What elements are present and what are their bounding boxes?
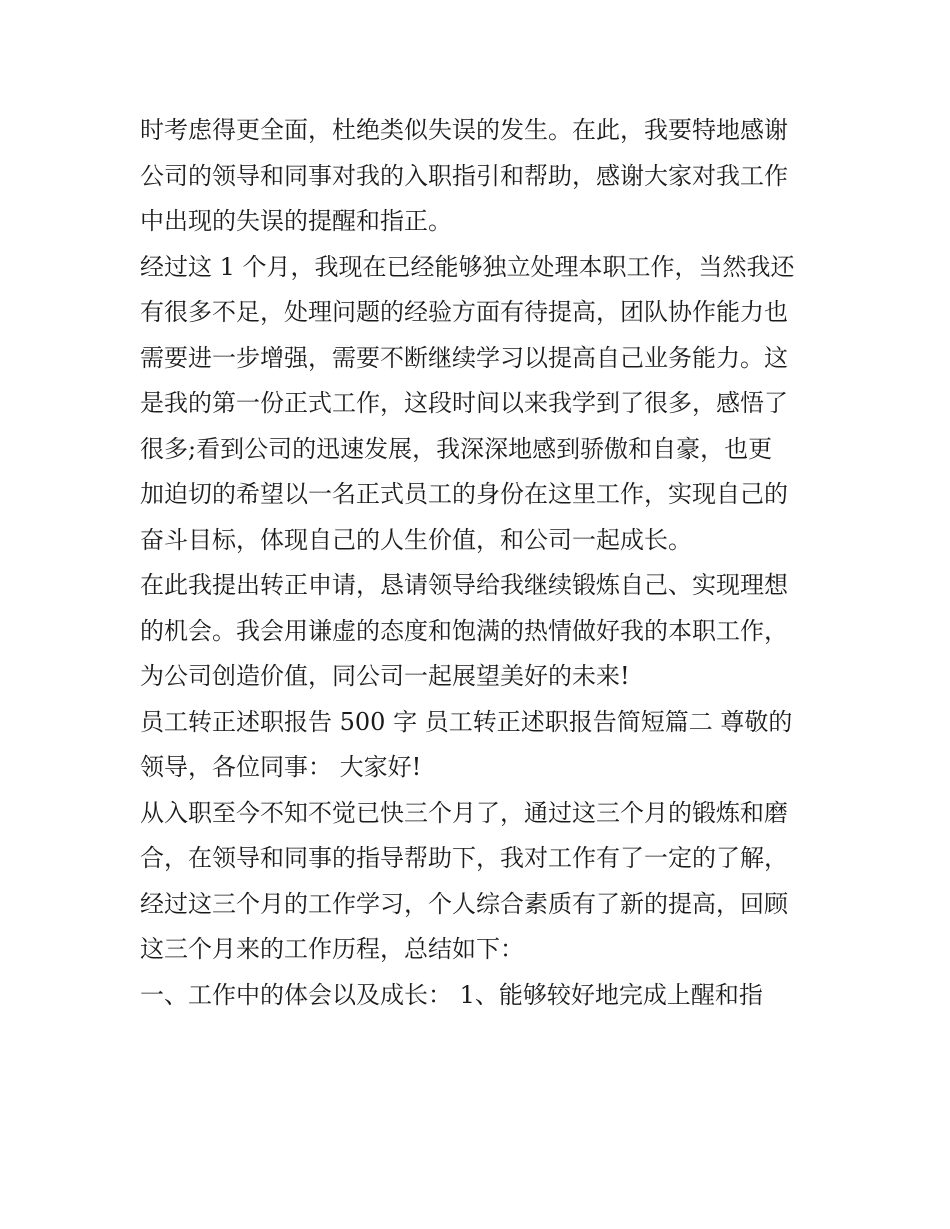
- text-line: 是我的第一份正式工作，这段时间以来我学到了很多，感悟了: [140, 389, 788, 417]
- text-line: 的机会。我会用谦虚的态度和饱满的热情做好我的本职工作，: [140, 616, 788, 645]
- text-line: 需要进一步增强，需要不断继续学习以提高自己业务能力。这: [140, 343, 788, 372]
- text-line: 经过这三个月的工作学习，个人综合素质有了新的提高，回顾: [140, 889, 788, 918]
- text-line: 在此我提出转正申请，恳请领导给我继续锻炼自己、实现理想: [140, 571, 788, 599]
- text-line: 从入职至今不知不觉已快三个月了，通过这三个月的锻炼和磨: [140, 798, 788, 827]
- text-line: 经过这 1 个月，我现在已经能够独立处理本职工作，当然我还: [140, 252, 795, 281]
- text-line: 一、工作中的体会以及成长： 1、能够较好地完成上醒和指: [140, 980, 763, 1009]
- text-line: 奋斗目标，体现自己的人生价值，和公司一起成长。: [140, 525, 692, 554]
- text-line: 加迫切的希望以一名正式员工的身份在这里工作，实现自己的: [140, 480, 788, 508]
- text-line: 为公司创造价值，同公司一起展望美好的未来!: [140, 662, 630, 690]
- document-body: [140, 108, 820, 1018]
- text-line: 很多;看到公司的迅速发展，我深深地感到骄傲和自豪，也更: [140, 434, 773, 463]
- text-line: 中出现的失误的提醒和指正。: [140, 207, 452, 235]
- text-line: 有很多不足，处理问题的经验方面有待提高，团队协作能力也: [140, 298, 788, 326]
- text-line: 合，在领导和同事的指导帮助下，我对工作有了一定的了解，: [140, 844, 788, 872]
- text-line: 公司的领导和同事对我的入职指引和帮助，感谢大家对我工作: [140, 161, 788, 190]
- text-line: 这三个月来的工作历程，总结如下：: [140, 935, 524, 963]
- text-line: 领导，各位同事： 大家好!: [140, 753, 422, 781]
- text-line: 员工转正述职报告 500 字 员工转正述职报告简短篇二 尊敬的: [140, 707, 793, 736]
- text-line: 时考虑得更全面，杜绝类似失误的发生。在此，我要特地感谢: [140, 116, 788, 144]
